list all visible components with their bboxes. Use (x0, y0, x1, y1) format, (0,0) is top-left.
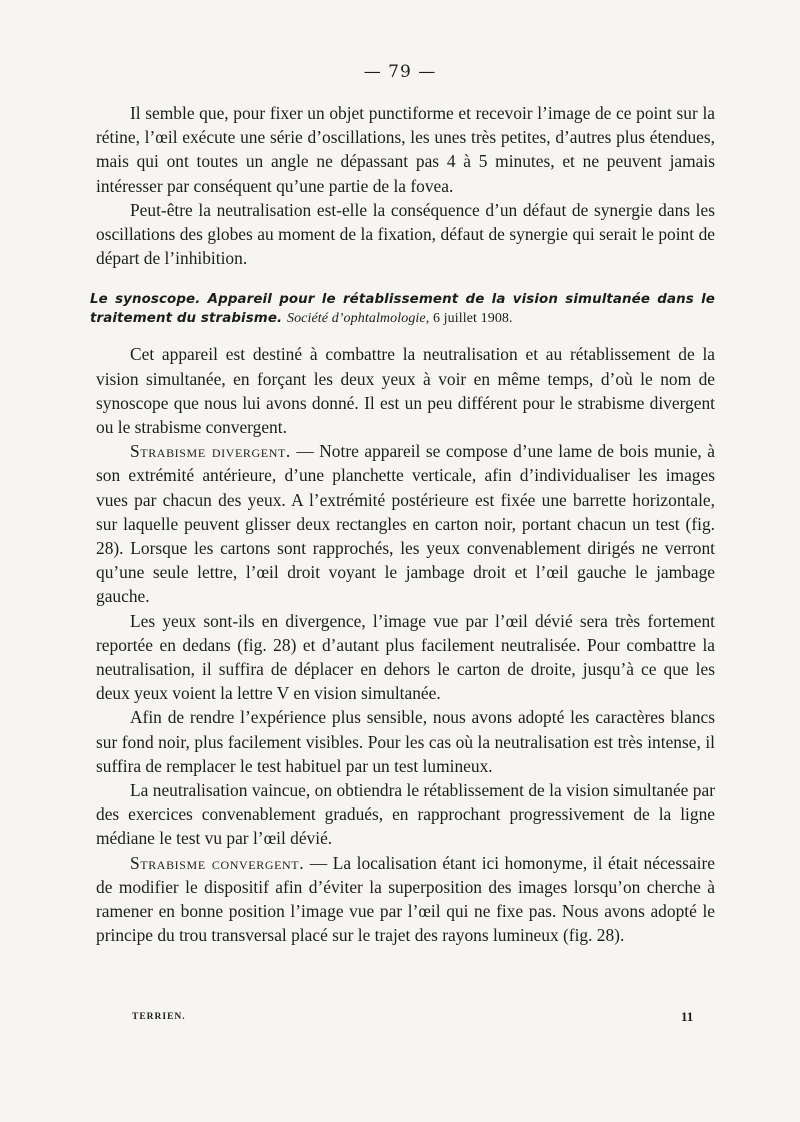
convergent-text: — La localisation étant ici homonyme, il était nécessaire de modifier le dispositif afin d’éviter la superposition des images lorsqu’on cherche à ramener en bonne position l’image vue par l’œil qui ne fixe pas. Nous avons adopté le principe du trou transversal placé sur le trajet des rayons lumineux (fig. 28). (96, 852, 715, 946)
paragraph-intro: Cet appareil est destiné à combattre la neutralisation et au rétablissement de la vision simultanée, en forçant les deux yeux à voir en même temps, d’où le nom de synoscope que nous lui avons donné. Il est un peu différent pour le strabisme divergent ou le strabisme convergent. (96, 344, 715, 438)
divergent-text: — Notre appareil se compose d’une lame de bois munie, à son extrémité antérieure, d’une planchette verticale, afin d’individualiser les images vues par chacun des yeux. A l’extrémité postérieure est fixée une barrette horizontale, sur laquelle peuvent glisser deux rectangles en carton noir, portant chacun un test (fig. 28). Lorsque les cartons sont rapprochés, les yeux convenablement dirigés ne verront qu’une seule lettre, l’œil droit voyant le jambage droit et l’œil gauche le jambage gauche. (96, 441, 715, 607)
section-header (90, 290, 715, 328)
divergent-heading: Strabisme divergent. (130, 441, 291, 462)
paragraph-sensible: Afin de rendre l’expérience plus sensible, nous avons adopté les caractères blancs sur fond noir, plus facilement visibles. Pour les cas où la neutralisation est très intense, il suffira de remplacer le test habituel par un test lumineux. (96, 707, 715, 776)
section-date: 6 juillet 1908. (432, 311, 513, 327)
footer-author: TERRIEN. (132, 1012, 186, 1022)
section-source (287, 311, 513, 326)
section-title: Le synoscope. Appareil pour le rétablissement de la vision simultanée dans le traitement du strabisme. (90, 292, 715, 327)
convergent-heading: Strabisme convergent. (130, 852, 305, 873)
paragraph-vaincue: La neutralisation vaincue, on obtiendra le rétablissement de la vision simultanée par des exercices convenablement gradués, en rapprochant progressivement de la ligne médiane le test vu par l’œil dévié. (96, 780, 715, 849)
paragraph-divergent (96, 439, 715, 608)
paragraph-convergent (96, 851, 715, 948)
section-society: Société d’ophtalmologie, (286, 311, 430, 327)
body-text (90, 101, 715, 948)
paragraph-divergence: Les yeux sont-ils en divergence, l’image vue par l’œil dévié sera très fortement reportée en dedans (fig. 28) et d’autant plus facilement neutralisée. Pour combattre la neutralisation, il suffira de déplacer en dehors le carton de droite, jusqu’à ce que les deux yeux voient la lettre V en vision simultanée. (96, 610, 715, 704)
paragraph-neutralisation: Peut-être la neutralisation est-elle la conséquence d’un défaut de synergie dans les oscillations des globes au moment de la fixation, défaut de synergie qui serait le point de départ de l’inhibition. (96, 199, 715, 269)
paragraph-punctiform: Il semble que, pour fixer un objet punctiforme et recevoir l’image de ce point sur la rétine, l’œil exécute une série d’oscillations, les unes très petites, d’autres plus étendues, mais qui ont toutes un angle ne dépassant pas 4 à 5 minutes, et ne peuvent jamais intéresser par conséquent qu’une partie de la fovea. (96, 103, 715, 196)
footer-signature: 11 (681, 1009, 694, 1024)
page-number: — 79 — (363, 62, 437, 82)
